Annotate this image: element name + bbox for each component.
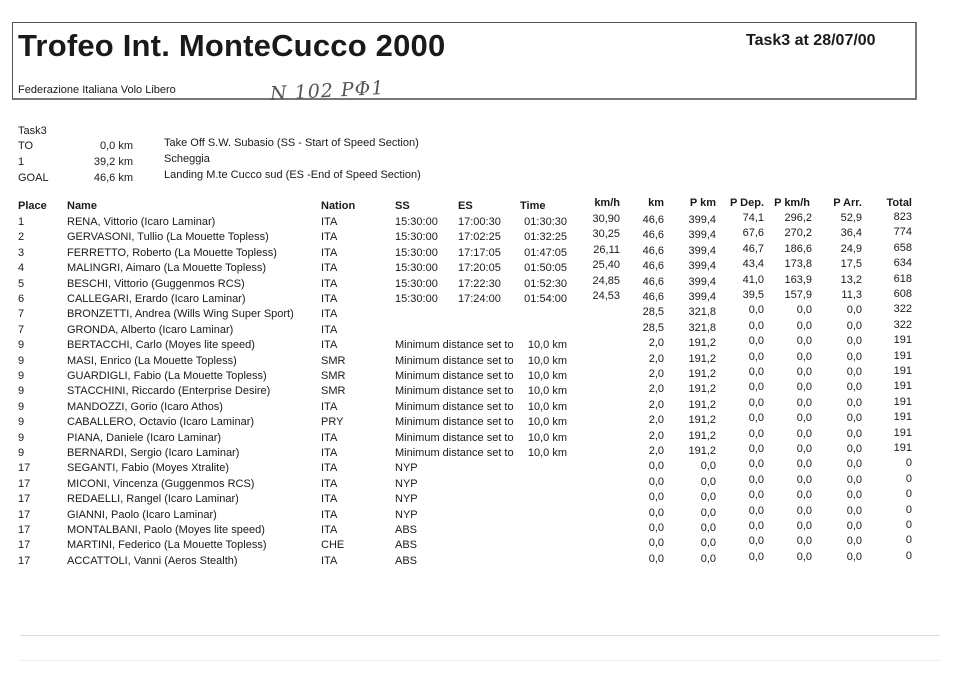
cell-place: 17 xyxy=(18,539,31,551)
cell-name: BERTACCHI, Carlo (Moyes lite speed) xyxy=(67,339,255,351)
cell-pkm: 399,4 xyxy=(688,291,716,303)
cell-total: 191 xyxy=(893,427,912,439)
cell-ss: NYP xyxy=(395,493,418,505)
cell-parr: 0,0 xyxy=(846,535,862,547)
cell-total: 0 xyxy=(905,473,912,485)
cell-kmh: 24,53 xyxy=(592,290,620,302)
cell-km: 0,0 xyxy=(648,460,664,472)
cell-km: 2,0 xyxy=(648,414,664,426)
cell-pkm: 0,0 xyxy=(700,522,716,534)
cell-es: 17:02:25 xyxy=(458,231,501,243)
column-header-place: Place xyxy=(18,200,47,212)
cell-pkmh: 0,0 xyxy=(796,551,812,563)
waypoint-name: GOAL xyxy=(18,172,49,184)
cell-pkmh: 0,0 xyxy=(796,366,812,378)
cell-place: 3 xyxy=(18,247,25,259)
cell-pkmh: 296,2 xyxy=(784,212,812,224)
cell-nation: ITA xyxy=(321,524,338,536)
cell-pdep: 0,0 xyxy=(748,474,764,486)
cell-name: BESCHI, Vittorio (Guggenmos RCS) xyxy=(67,278,245,290)
cell-km: 2,0 xyxy=(648,337,664,349)
cell-parr: 0,0 xyxy=(846,428,862,440)
cell-ss: Minimum distance set to xyxy=(395,401,514,413)
cell-time: 10,0 km xyxy=(527,401,567,413)
waypoint-distance: 46,6 km xyxy=(93,172,133,184)
cell-pkm: 399,4 xyxy=(688,260,716,272)
cell-name: GUARDIGLI, Fabio (La Mouette Topless) xyxy=(67,370,267,382)
cell-nation: ITA xyxy=(321,262,338,274)
waypoint-distance: 0,0 km xyxy=(99,140,133,152)
cell-pdep: 0,0 xyxy=(748,458,764,470)
cell-pkm: 399,4 xyxy=(688,229,716,241)
cell-km: 46,6 xyxy=(642,245,664,257)
cell-parr: 0,0 xyxy=(846,351,862,363)
cell-pkm: 0,0 xyxy=(700,537,716,549)
cell-parr: 0,0 xyxy=(846,335,862,347)
cell-ss: ABS xyxy=(395,555,418,567)
cell-km: 0,0 xyxy=(648,553,664,565)
cell-nation: ITA xyxy=(321,401,338,413)
cell-ss: 15:30:00 xyxy=(395,278,438,290)
cell-km: 28,5 xyxy=(642,306,664,318)
cell-pkm: 399,4 xyxy=(688,245,716,257)
cell-pkm: 0,0 xyxy=(700,476,716,488)
cell-total: 191 xyxy=(893,365,912,377)
cell-pkmh: 0,0 xyxy=(796,351,812,363)
cell-nation: PRY xyxy=(321,416,344,428)
cell-place: 7 xyxy=(18,308,25,320)
cell-total: 0 xyxy=(905,504,912,516)
cell-pkm: 399,4 xyxy=(688,214,716,226)
cell-pkm: 0,0 xyxy=(700,460,716,472)
cell-km: 46,6 xyxy=(642,229,664,241)
cell-pkmh: 0,0 xyxy=(796,489,812,501)
waypoint-name: 1 xyxy=(18,156,25,168)
page-title: Trofeo Int. MonteCucco 2000 xyxy=(18,28,446,63)
cell-name: BRONZETTI, Andrea (Wills Wing Super Sport) xyxy=(67,308,294,320)
cell-pdep: 46,7 xyxy=(742,243,764,255)
cell-pkmh: 163,9 xyxy=(784,274,812,286)
cell-nation: ITA xyxy=(321,339,338,351)
cell-km: 0,0 xyxy=(648,476,664,488)
cell-time: 01:50:05 xyxy=(524,262,567,274)
column-header-ss: SS xyxy=(395,200,410,212)
cell-ss: 15:30:00 xyxy=(395,231,438,243)
cell-total: 191 xyxy=(893,380,912,392)
waypoint-description: Landing M.te Cucco sud (ES -End of Speed Section) xyxy=(164,169,421,181)
cell-nation: ITA xyxy=(321,555,338,567)
cell-pdep: 39,5 xyxy=(742,289,764,301)
column-header-es: ES xyxy=(458,200,473,212)
cell-time: 01:32:25 xyxy=(524,231,567,243)
cell-pkm: 191,2 xyxy=(688,430,716,442)
cell-nation: ITA xyxy=(321,216,338,228)
cell-pdep: 67,6 xyxy=(742,227,764,239)
cell-pkm: 0,0 xyxy=(700,553,716,565)
cell-place: 1 xyxy=(18,216,25,228)
cell-pkmh: 0,0 xyxy=(796,304,812,316)
cell-nation: SMR xyxy=(321,370,346,382)
cell-es: 17:24:00 xyxy=(458,293,501,305)
cell-time: 10,0 km xyxy=(527,339,567,351)
cell-place: 9 xyxy=(18,432,25,444)
cell-pkmh: 0,0 xyxy=(796,505,812,517)
cell-parr: 0,0 xyxy=(846,551,862,563)
cell-pkm: 191,2 xyxy=(688,368,716,380)
cell-ss: 15:30:00 xyxy=(395,216,438,228)
cell-name: ACCATTOLI, Vanni (Aeros Stealth) xyxy=(67,555,238,567)
cell-total: 774 xyxy=(893,226,912,238)
cell-name: MARTINI, Federico (La Mouette Topless) xyxy=(67,539,267,551)
cell-pkmh: 0,0 xyxy=(796,520,812,532)
cell-nation: ITA xyxy=(321,231,338,243)
cell-nation: ITA xyxy=(321,324,338,336)
federation-name: Federazione Italiana Volo Libero xyxy=(18,84,176,96)
waypoint-description: Scheggia xyxy=(164,153,210,165)
cell-name: MICONI, Vincenza (Guggenmos RCS) xyxy=(67,478,255,490)
cell-total: 191 xyxy=(893,350,912,362)
cell-time: 10,0 km xyxy=(527,432,567,444)
column-header-name: Name xyxy=(67,200,97,212)
cell-parr: 0,0 xyxy=(846,520,862,532)
cell-es: 17:17:05 xyxy=(458,247,501,259)
cell-pkm: 191,2 xyxy=(688,414,716,426)
cell-nation: ITA xyxy=(321,293,338,305)
cell-pkmh: 173,8 xyxy=(784,258,812,270)
scan-artifact-line xyxy=(20,635,940,636)
column-header-km: km xyxy=(648,197,664,209)
cell-total: 191 xyxy=(893,411,912,423)
cell-kmh: 30,25 xyxy=(592,228,620,240)
cell-total: 322 xyxy=(893,319,912,331)
cell-pdep: 74,1 xyxy=(742,212,764,224)
cell-name: CABALLERO, Octavio (Icaro Laminar) xyxy=(67,416,255,428)
cell-name: MONTALBANI, Paolo (Moyes lite speed) xyxy=(67,524,265,536)
cell-place: 9 xyxy=(18,385,25,397)
cell-kmh: 30,90 xyxy=(592,213,620,225)
column-header-p-km-h: P km/h xyxy=(774,197,810,209)
cell-total: 0 xyxy=(905,550,912,562)
cell-ss: ABS xyxy=(395,539,418,551)
column-header-p-arr: P Arr. xyxy=(833,197,862,209)
cell-pkm: 191,2 xyxy=(688,337,716,349)
cell-parr: 17,5 xyxy=(840,258,862,270)
cell-time: 10,0 km xyxy=(527,416,567,428)
cell-nation: SMR xyxy=(321,385,346,397)
cell-km: 0,0 xyxy=(648,522,664,534)
cell-parr: 36,4 xyxy=(840,227,862,239)
cell-km: 0,0 xyxy=(648,537,664,549)
cell-ss: Minimum distance set to xyxy=(395,355,514,367)
cell-pkmh: 0,0 xyxy=(796,474,812,486)
cell-place: 17 xyxy=(18,509,31,521)
cell-total: 608 xyxy=(893,288,912,300)
cell-total: 322 xyxy=(893,303,912,315)
cell-place: 9 xyxy=(18,447,25,459)
cell-place: 17 xyxy=(18,524,31,536)
cell-ss: Minimum distance set to xyxy=(395,385,514,397)
cell-parr: 0,0 xyxy=(846,458,862,470)
cell-km: 0,0 xyxy=(648,491,664,503)
cell-name: PIANA, Daniele (Icaro Laminar) xyxy=(67,432,222,444)
cell-pdep: 0,0 xyxy=(748,428,764,440)
cell-nation: ITA xyxy=(321,493,338,505)
cell-km: 46,6 xyxy=(642,214,664,226)
cell-name: FERRETTO, Roberto (La Mouette Topless) xyxy=(67,247,277,259)
cell-pkmh: 186,6 xyxy=(784,243,812,255)
cell-es: 17:00:30 xyxy=(458,216,501,228)
cell-name: CALLEGARI, Erardo (Icaro Laminar) xyxy=(67,293,246,305)
cell-pkm: 191,2 xyxy=(688,399,716,411)
scan-artifact-line xyxy=(20,660,940,661)
cell-parr: 0,0 xyxy=(846,366,862,378)
cell-total: 191 xyxy=(893,396,912,408)
cell-name: GRONDA, Alberto (Icaro Laminar) xyxy=(67,324,234,336)
cell-ss: Minimum distance set to xyxy=(395,370,514,382)
cell-place: 2 xyxy=(18,231,25,243)
cell-time: 10,0 km xyxy=(527,385,567,397)
cell-es: 17:22:30 xyxy=(458,278,501,290)
cell-pkm: 191,2 xyxy=(688,353,716,365)
cell-pkmh: 0,0 xyxy=(796,458,812,470)
column-header-nation: Nation xyxy=(321,200,356,212)
column-header-p-km: P km xyxy=(689,197,716,209)
cell-ss: 15:30:00 xyxy=(395,247,438,259)
cell-place: 17 xyxy=(18,493,31,505)
cell-time: 01:54:00 xyxy=(524,293,567,305)
cell-parr: 52,9 xyxy=(840,212,862,224)
task-label: Task3 xyxy=(18,125,47,137)
cell-pdep: 0,0 xyxy=(748,335,764,347)
cell-pkm: 321,8 xyxy=(688,306,716,318)
cell-es: 17:20:05 xyxy=(458,262,501,274)
cell-km: 2,0 xyxy=(648,430,664,442)
cell-time: 01:52:30 xyxy=(524,278,567,290)
cell-parr: 11,3 xyxy=(841,289,862,301)
cell-place: 17 xyxy=(18,462,31,474)
cell-time: 01:47:05 xyxy=(524,247,567,259)
cell-name: BERNARDI, Sergio (Icaro Laminar) xyxy=(67,447,240,459)
cell-km: 2,0 xyxy=(648,353,664,365)
cell-time: 10,0 km xyxy=(527,370,567,382)
cell-name: MANDOZZI, Gorio (Icaro Athos) xyxy=(67,401,223,413)
cell-kmh: 25,40 xyxy=(592,259,620,271)
cell-pdep: 0,0 xyxy=(748,320,764,332)
cell-kmh: 26,11 xyxy=(593,244,620,256)
cell-km: 46,6 xyxy=(642,260,664,272)
cell-name: RENA, Vittorio (Icaro Laminar) xyxy=(67,216,216,228)
cell-ss: NYP xyxy=(395,478,418,490)
cell-pdep: 0,0 xyxy=(748,489,764,501)
cell-pdep: 0,0 xyxy=(748,443,764,455)
cell-pkmh: 157,9 xyxy=(784,289,812,301)
cell-kmh: 24,85 xyxy=(592,275,620,287)
cell-total: 0 xyxy=(905,519,912,531)
cell-nation: ITA xyxy=(321,509,338,521)
cell-km: 28,5 xyxy=(642,322,664,334)
cell-place: 4 xyxy=(18,262,25,274)
cell-place: 17 xyxy=(18,478,31,490)
cell-pdep: 0,0 xyxy=(748,505,764,517)
cell-parr: 0,0 xyxy=(846,505,862,517)
waypoint-distance: 39,2 km xyxy=(93,156,133,168)
cell-nation: ITA xyxy=(321,432,338,444)
column-header-total: Total xyxy=(886,197,912,209)
cell-name: MALINGRI, Aimaro (La Mouette Topless) xyxy=(67,262,267,274)
cell-pkmh: 0,0 xyxy=(796,335,812,347)
cell-pkm: 321,8 xyxy=(688,322,716,334)
cell-place: 5 xyxy=(18,278,25,290)
cell-total: 823 xyxy=(893,211,912,223)
cell-pkmh: 0,0 xyxy=(796,412,812,424)
cell-nation: SMR xyxy=(321,355,346,367)
cell-place: 7 xyxy=(18,324,25,336)
cell-name: GERVASONI, Tullio (La Mouette Topless) xyxy=(67,231,269,243)
cell-pdep: 0,0 xyxy=(748,351,764,363)
cell-km: 46,6 xyxy=(642,291,664,303)
task-date: Task3 at 28/07/00 xyxy=(746,32,876,49)
cell-parr: 13,2 xyxy=(840,274,862,286)
cell-pdep: 0,0 xyxy=(748,381,764,393)
cell-ss: Minimum distance set to xyxy=(395,447,514,459)
cell-pkmh: 0,0 xyxy=(796,320,812,332)
cell-parr: 0,0 xyxy=(846,489,862,501)
cell-place: 9 xyxy=(18,370,25,382)
cell-ss: Minimum distance set to xyxy=(395,432,514,444)
cell-ss: 15:30:00 xyxy=(395,293,438,305)
cell-pdep: 0,0 xyxy=(748,397,764,409)
handwritten-note: N 102 PΦ1 xyxy=(269,77,385,105)
cell-pkmh: 270,2 xyxy=(784,227,812,239)
cell-time: 10,0 km xyxy=(527,447,567,459)
cell-pdep: 41,0 xyxy=(742,274,764,286)
cell-nation: ITA xyxy=(321,478,338,490)
cell-pkmh: 0,0 xyxy=(796,381,812,393)
cell-km: 2,0 xyxy=(648,368,664,380)
cell-pkmh: 0,0 xyxy=(796,428,812,440)
cell-pdep: 0,0 xyxy=(748,520,764,532)
cell-place: 9 xyxy=(18,339,25,351)
cell-ss: Minimum distance set to xyxy=(395,339,514,351)
waypoint-description: Take Off S.W. Subasio (SS - Start of Speed Section) xyxy=(164,137,419,149)
cell-nation: ITA xyxy=(321,278,338,290)
cell-pdep: 0,0 xyxy=(748,366,764,378)
cell-total: 618 xyxy=(893,273,912,285)
cell-pkm: 399,4 xyxy=(688,276,716,288)
cell-place: 17 xyxy=(18,555,31,567)
cell-pdep: 0,0 xyxy=(748,304,764,316)
cell-ss: NYP xyxy=(395,509,418,521)
cell-place: 6 xyxy=(18,293,25,305)
cell-km: 46,6 xyxy=(642,276,664,288)
cell-place: 9 xyxy=(18,416,25,428)
column-header-km-h: km/h xyxy=(594,197,620,209)
cell-name: MASI, Enrico (La Mouette Topless) xyxy=(67,355,237,367)
cell-pkm: 191,2 xyxy=(688,445,716,457)
cell-nation: ITA xyxy=(321,308,338,320)
cell-parr: 0,0 xyxy=(846,320,862,332)
cell-nation: CHE xyxy=(321,539,345,551)
cell-name: SEGANTI, Fabio (Moyes Xtralite) xyxy=(67,462,229,474)
cell-total: 0 xyxy=(905,534,912,546)
cell-nation: ITA xyxy=(321,247,338,259)
cell-parr: 0,0 xyxy=(846,381,862,393)
cell-parr: 0,0 xyxy=(846,443,862,455)
cell-km: 0,0 xyxy=(648,507,664,519)
cell-name: GIANNI, Paolo (Icaro Laminar) xyxy=(67,509,217,521)
cell-km: 2,0 xyxy=(648,383,664,395)
cell-pdep: 0,0 xyxy=(748,551,764,563)
cell-ss: 15:30:00 xyxy=(395,262,438,274)
cell-parr: 24,9 xyxy=(840,243,862,255)
column-header-p-dep: P Dep. xyxy=(729,197,764,209)
cell-place: 9 xyxy=(18,355,25,367)
cell-nation: ITA xyxy=(321,447,338,459)
cell-pdep: 43,4 xyxy=(742,258,764,270)
cell-pdep: 0,0 xyxy=(748,535,764,547)
cell-ss: NYP xyxy=(395,462,418,474)
cell-place: 9 xyxy=(18,401,25,413)
cell-pkm: 191,2 xyxy=(688,383,716,395)
cell-total: 658 xyxy=(893,242,912,254)
cell-parr: 0,0 xyxy=(846,397,862,409)
cell-name: REDAELLI, Rangel (Icaro Laminar) xyxy=(67,493,239,505)
cell-nation: ITA xyxy=(321,462,338,474)
cell-time: 10,0 km xyxy=(527,355,567,367)
cell-pkmh: 0,0 xyxy=(796,535,812,547)
waypoint-name: TO xyxy=(18,140,34,152)
cell-pdep: 0,0 xyxy=(748,412,764,424)
cell-km: 2,0 xyxy=(648,399,664,411)
cell-ss: ABS xyxy=(395,524,418,536)
cell-total: 0 xyxy=(905,457,912,469)
cell-time: 01:30:30 xyxy=(524,216,567,228)
cell-ss: Minimum distance set to xyxy=(395,416,514,428)
cell-pkm: 0,0 xyxy=(700,507,716,519)
cell-pkm: 0,0 xyxy=(700,491,716,503)
cell-parr: 0,0 xyxy=(846,412,862,424)
cell-parr: 0,0 xyxy=(846,474,862,486)
cell-pkmh: 0,0 xyxy=(796,397,812,409)
cell-parr: 0,0 xyxy=(846,304,862,316)
column-header-time: Time xyxy=(520,200,546,212)
cell-total: 634 xyxy=(893,257,912,269)
cell-name: STACCHINI, Riccardo (Enterprise Desire) xyxy=(67,385,271,397)
cell-total: 191 xyxy=(893,334,912,346)
cell-pkmh: 0,0 xyxy=(796,443,812,455)
cell-total: 0 xyxy=(905,488,912,500)
cell-total: 191 xyxy=(893,442,912,454)
cell-km: 2,0 xyxy=(648,445,664,457)
